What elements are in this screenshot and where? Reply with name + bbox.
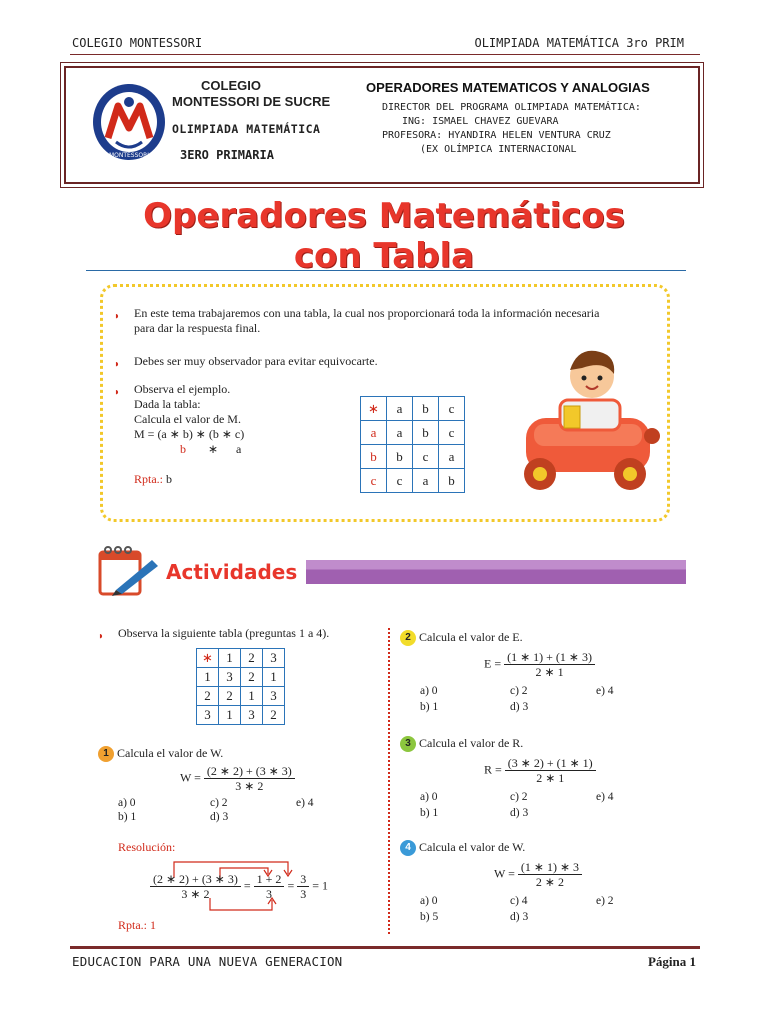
table-cell: a	[387, 421, 413, 445]
footer-motto: EDUCACION PARA UNA NUEVA GENERACION	[72, 954, 343, 969]
resolution-fraction-2	[254, 872, 285, 901]
question-1-option-c[interactable]: c) 2	[210, 797, 228, 809]
question-3-numerator: (3 ∗ 2) + (1 ∗ 1)	[505, 756, 596, 771]
question-4-option-c[interactable]: c) 4	[510, 895, 528, 907]
table-cell: 2	[219, 687, 241, 706]
intro-answer	[134, 472, 172, 487]
table-cell: a	[361, 421, 387, 445]
intro-given: Dada la tabla:	[134, 397, 201, 411]
question-2-option-d[interactable]: d) 3	[510, 701, 529, 713]
question-3-denominator: 2 ∗ 1	[536, 771, 565, 785]
table-cell: a	[387, 397, 413, 421]
table-cell: b	[413, 397, 439, 421]
header-teacher-note: (EX OLÍMPICA INTERNACIONAL	[420, 144, 577, 155]
resolution-fraction-3	[297, 872, 309, 901]
table-cell: c	[387, 469, 413, 493]
table-row	[197, 668, 285, 687]
question-1-option-a[interactable]: a) 0	[118, 797, 136, 809]
bullet-icon: ◗	[114, 387, 121, 398]
question-1-formula	[180, 764, 295, 793]
table-cell: 2	[241, 668, 263, 687]
table-row	[197, 649, 285, 668]
table-row	[197, 706, 285, 725]
table-cell: c	[439, 421, 465, 445]
question-1-options	[118, 796, 348, 826]
page-title-line2: con Tabla	[293, 236, 475, 276]
question-2-options	[420, 684, 640, 714]
question-4-text: Calcula el valor de W.	[419, 840, 526, 854]
intro-step-a: a	[236, 442, 242, 456]
table-cell: b	[387, 445, 413, 469]
question-3-options	[420, 790, 640, 820]
intro-text-1b: para dar la respuesta final.	[134, 321, 261, 335]
page-header-right: OLIMPIADA MATEMÁTICA 3ro PRIM	[474, 36, 684, 50]
question-1-answer	[118, 918, 156, 933]
resolution-formula	[150, 872, 328, 901]
table-cell: b	[439, 469, 465, 493]
activities-bullet	[98, 628, 104, 644]
table-cell: 1	[197, 668, 219, 687]
activities-intro: Observa la siguiente tabla (preguntas 1 a 4).	[118, 626, 330, 640]
question-2-option-e[interactable]: e) 4	[596, 685, 614, 697]
question-4-option-a[interactable]: a) 0	[420, 895, 438, 907]
intro-text-2: Debes ser muy observador para evitar equivocarte.	[134, 354, 378, 368]
question-3-lhs: R =	[484, 762, 502, 777]
table-cell: 3	[241, 706, 263, 725]
table-cell: 3	[263, 687, 285, 706]
question-4	[400, 840, 525, 856]
question-1-answer-text: Rpta.: 1	[118, 918, 156, 932]
question-2-numerator: (1 ∗ 1) + (1 ∗ 3)	[504, 650, 595, 665]
resolution-result: = 1	[312, 878, 328, 893]
question-2-option-a[interactable]: a) 0	[420, 685, 438, 697]
resolution-numerator-3: 3	[297, 872, 309, 887]
page-header-left: COLEGIO MONTESSORI	[72, 36, 203, 50]
intro-answer-value: b	[166, 472, 172, 486]
activities-bar	[306, 560, 686, 584]
question-1-number: 1	[98, 746, 114, 762]
question-1-denominator: 3 ∗ 2	[235, 779, 264, 793]
question-4-formula	[494, 860, 582, 889]
header-teacher: PROFESORA: HYANDIRA HELEN VENTURA CRUZ	[382, 130, 611, 141]
question-1-text: Calcula el valor de W.	[117, 746, 224, 760]
resolution-denominator-2: 3	[266, 887, 273, 901]
question-1-fraction	[204, 764, 295, 793]
question-1-option-b[interactable]: b) 1	[118, 811, 137, 823]
table-cell: a	[413, 469, 439, 493]
table-row	[361, 397, 465, 421]
example-operation-table	[360, 396, 465, 493]
table-cell: 1	[219, 706, 241, 725]
table-cell: c	[413, 445, 439, 469]
question-2-option-b[interactable]: b) 1	[420, 701, 439, 713]
question-1	[98, 746, 223, 762]
resolution-fraction-1	[150, 872, 241, 901]
table-cell: c	[439, 397, 465, 421]
bullet-icon: ◗	[114, 359, 121, 370]
question-3-option-c[interactable]: c) 2	[510, 791, 528, 803]
table-row	[197, 687, 285, 706]
question-1-numerator: (2 ∗ 2) + (3 ∗ 3)	[204, 764, 295, 779]
question-1-option-e[interactable]: e) 4	[296, 797, 314, 809]
school-name-line2: MONTESSORI DE SUCRE	[172, 94, 331, 109]
resolution-denominator-3: 3	[300, 887, 307, 901]
intro-bullet-3	[114, 384, 120, 400]
table-cell: 3	[197, 706, 219, 725]
table-cell: b	[361, 445, 387, 469]
header-rule	[70, 54, 700, 55]
question-4-denominator: 2 ∗ 2	[535, 875, 564, 889]
intro-step-b: b	[180, 442, 186, 456]
table-cell: ∗	[197, 649, 219, 668]
activities-title: Actividades	[166, 560, 298, 584]
question-4-option-e[interactable]: e) 2	[596, 895, 614, 907]
question-3	[400, 736, 523, 752]
intro-answer-label: Rpta.:	[134, 472, 163, 486]
kid-car-illustration	[520, 340, 660, 500]
question-3-option-a[interactable]: a) 0	[420, 791, 438, 803]
table-cell: 1	[241, 687, 263, 706]
header-director-name: ING: ISMAEL CHAVEZ GUEVARA	[402, 116, 559, 127]
table-cell: 1	[263, 668, 285, 687]
question-2-denominator: 2 ∗ 1	[535, 665, 564, 679]
question-4-number: 4	[400, 840, 416, 856]
school-name-line1: COLEGIO	[201, 78, 261, 93]
table-cell: c	[361, 469, 387, 493]
page-title-line1: Operadores Matemáticos	[143, 196, 625, 236]
column-divider	[388, 628, 390, 934]
question-2-text: Calcula el valor de E.	[419, 630, 523, 644]
bullet-icon: ◗	[114, 311, 121, 322]
question-3-option-d[interactable]: d) 3	[510, 807, 529, 819]
footer-rule	[70, 946, 700, 949]
question-1-lhs: W =	[180, 770, 201, 785]
table-row	[361, 421, 465, 445]
table-cell: a	[439, 445, 465, 469]
question-1-option-d[interactable]: d) 3	[210, 811, 229, 823]
page-number: Página 1	[647, 954, 696, 969]
table-row	[361, 445, 465, 469]
resolution-equals-1: =	[243, 878, 251, 893]
question-2-number: 2	[400, 630, 416, 646]
intro-text-3: Observa el ejemplo.	[134, 382, 231, 396]
logo-text: MONTESSORI	[108, 152, 150, 159]
table-row	[361, 469, 465, 493]
table-cell: 2	[197, 687, 219, 706]
table-cell: b	[413, 421, 439, 445]
activities-operation-table	[196, 648, 285, 725]
question-3-option-b[interactable]: b) 1	[420, 807, 439, 819]
question-2-formula	[484, 650, 595, 679]
table-cell: 3	[219, 668, 241, 687]
question-2	[400, 630, 523, 646]
question-3-fraction	[505, 756, 596, 785]
intro-question: Calcula el valor de M.	[134, 412, 241, 426]
bullet-icon: ◗	[98, 631, 105, 642]
resolution-numerator-1: (2 ∗ 2) + (3 ∗ 3)	[150, 872, 241, 887]
intro-bullet-1	[114, 308, 120, 324]
question-2-lhs: E =	[484, 656, 502, 671]
question-4-lhs: W =	[494, 866, 515, 881]
question-2-fraction	[504, 650, 595, 679]
question-3-number: 3	[400, 736, 416, 752]
title-rule	[86, 270, 686, 271]
header-title: OPERADORES MATEMATICOS Y ANALOGIAS	[366, 80, 650, 95]
question-2-option-c[interactable]: c) 2	[510, 685, 528, 697]
question-3-formula	[484, 756, 596, 785]
header-box	[64, 66, 700, 184]
resolution-numerator-2: 1 + 2	[254, 872, 285, 887]
intro-expression: M = (a ∗ b) ∗ (b ∗ c)	[134, 427, 245, 441]
header-director: DIRECTOR DEL PROGRAMA OLIMPIADA MATEMÁTICA:	[382, 102, 641, 113]
school-logo	[90, 80, 168, 166]
question-3-option-e[interactable]: e) 4	[596, 791, 614, 803]
question-3-text: Calcula el valor de R.	[419, 736, 524, 750]
table-cell: 2	[241, 649, 263, 668]
question-4-numerator: (1 ∗ 1) ∗ 3	[518, 860, 582, 875]
notepad-pencil-icon	[96, 542, 160, 598]
resolution-denominator-1: 3 ∗ 2	[181, 887, 210, 901]
school-grade: 3ERO PRIMARIA	[180, 148, 274, 162]
question-4-options	[420, 894, 640, 924]
page-title	[0, 196, 768, 276]
table-cell: ∗	[361, 397, 387, 421]
question-4-option-d[interactable]: d) 3	[510, 911, 529, 923]
intro-text-1	[134, 306, 664, 336]
table-cell: 2	[263, 706, 285, 725]
school-program: OLIMPIADA MATEMÁTICA	[172, 122, 321, 136]
intro-step-op: ∗	[208, 442, 219, 456]
resolution-label: Resolución:	[118, 840, 176, 854]
table-cell: 3	[263, 649, 285, 668]
intro-bullet-2	[114, 356, 120, 372]
question-4-fraction	[518, 860, 582, 889]
intro-text-1a: En este tema trabajaremos con una tabla, la cual nos proporcionará toda la información necesaria	[134, 306, 600, 320]
resolution-equals-2: =	[287, 878, 295, 893]
table-cell: 1	[219, 649, 241, 668]
question-4-option-b[interactable]: b) 5	[420, 911, 439, 923]
